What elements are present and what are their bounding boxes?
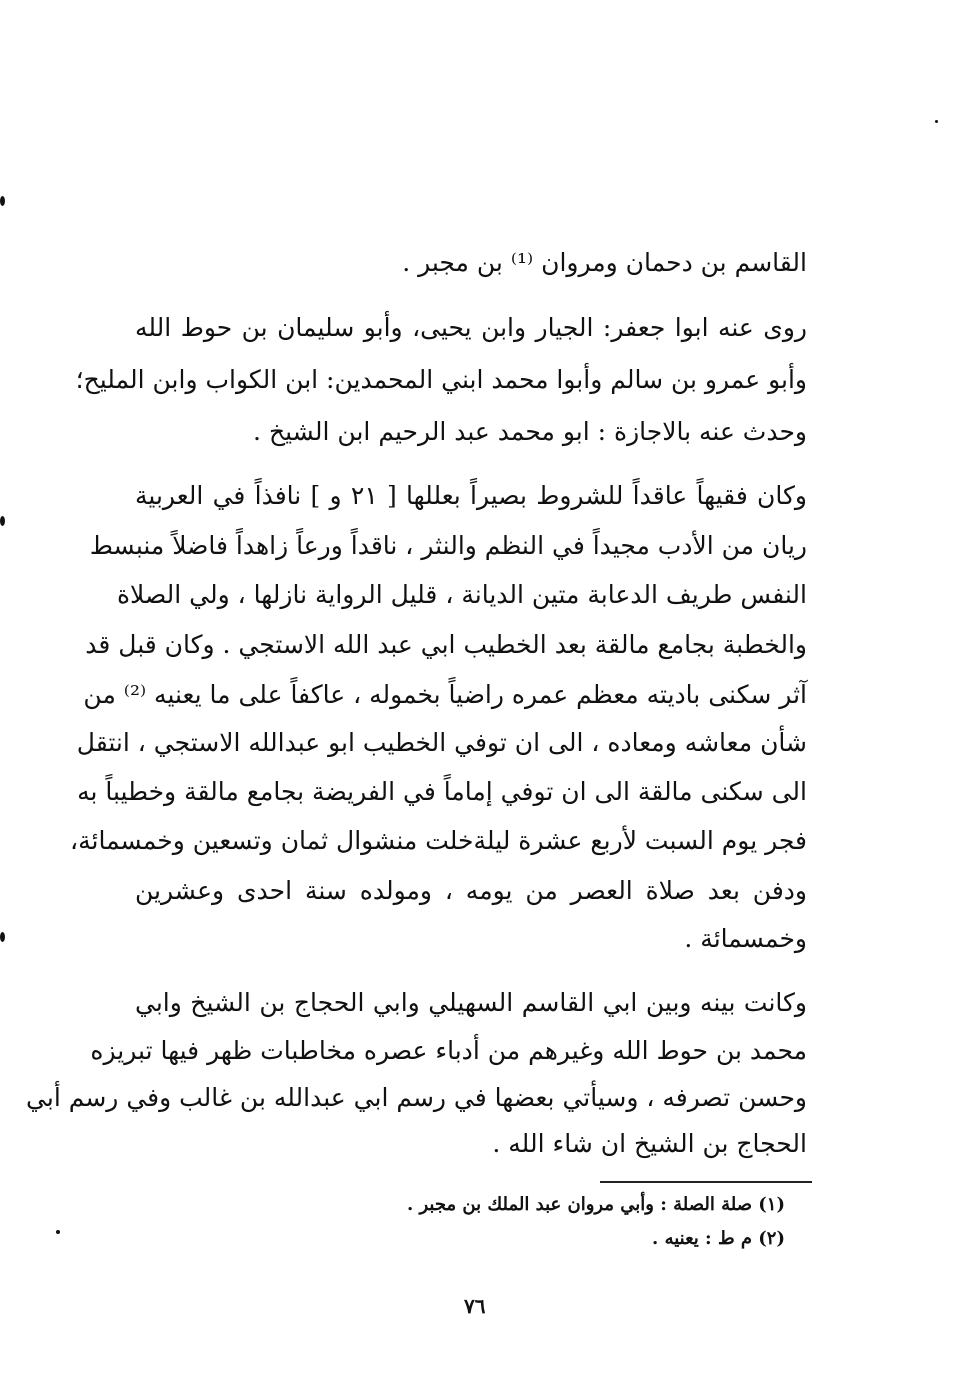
text-line-7: النفس طريف الدعابة متين الديانة ، قليل الرواية نازلها ، ولي الصلاة (116, 580, 807, 609)
text-line-10: شأن معاشه ومعاده ، الى ان توفي الخطيب ابو عبدالله الاستجي ، انتقل (76, 728, 807, 757)
text-line-17: وحسن تصرفه ، وسيأتي بعضها في رسم ابي عبدالله بن غالب وفي رسم أبي (26, 1083, 807, 1112)
text-line-5: وكان فقيهاً عاقداً للشروط بصيراً بعللها [ ٢١ و ] نافذاً في العربية (135, 481, 808, 510)
text-line-13: ودفن بعد صلاة العصر من يومه ، ومولده سنة احدى وعشرين (135, 876, 807, 905)
page-number: ٧٦ (464, 1294, 486, 1318)
text-line-18: الحجاج بن الشيخ ان شاء الله . (492, 1129, 807, 1158)
text-line-16: محمد بن حوط الله وغيرهم من أدباء عصره مخاطبات ظهر فيها تبريزه (90, 1036, 807, 1065)
text-line-2: روى عنه ابوا جعفر: الجيار وابن يحيى، وأبو سليمان بن حوط الله (135, 313, 807, 342)
text-line-1: القاسم بن دحمان ومروان ⁽¹⁾ بن مجبر . (402, 248, 807, 277)
text-line-14: وخمسمائة . (684, 924, 807, 953)
text-line-6: ريان من الأدب مجيداً في النظم والنثر ، ناقداً ورعاً زاهداً فاضلاً منبسط (89, 531, 807, 560)
text-line-15: وكانت بينه وبين ابي القاسم السهيلي وابي الحجاج بن الشيخ وابي (135, 988, 807, 1017)
margin-mark-4 (56, 1230, 60, 1234)
text-line-11: الى سكنى مالقة الى ان توفي إماماً في الفريضة بجامع مالقة وخطيباً به (77, 777, 807, 806)
text-line-9: آثر سكنى باديته معظم عمره راضياً بخموله ، عاكفاً على ما يعنيه ⁽²⁾ من (83, 680, 807, 709)
margin-mark-5 (935, 120, 938, 123)
text-line-12: فجر يوم السبت لأربع عشرة ليلةخلت منشوال ثمان وتسعين وخمسمائة، (70, 826, 807, 855)
footnote-1: (١) صلة الصلة : وأبي مروان عبد الملك بن مجبر . (406, 1194, 785, 1215)
text-line-4: وحدث عنه بالاجازة : ابو محمد عبد الرحيم ابن الشيخ . (253, 417, 807, 446)
margin-mark-3 (0, 932, 5, 942)
margin-mark-1 (0, 196, 5, 206)
text-line-8: والخطبة بجامع مالقة بعد الخطيب ابي عبد الله الاستجي . وكان قبل قد (85, 630, 807, 659)
footnote-separator (600, 1181, 812, 1183)
margin-mark-2 (0, 516, 5, 526)
footnote-2: (٢) م ط : يعنيه . (652, 1228, 785, 1249)
text-line-3: وأبو عمرو بن سالم وأبوا محمد ابني المحمدين: ابن الكواب وابن المليح؛ (75, 365, 807, 394)
